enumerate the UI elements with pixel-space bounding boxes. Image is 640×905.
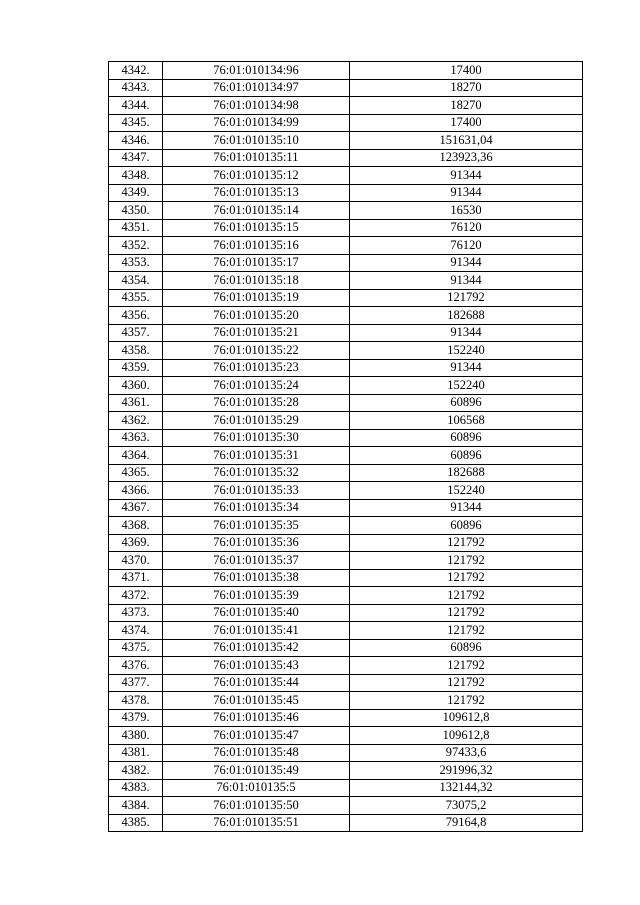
cadastral-number-cell: 76:01:010134:98 (163, 97, 350, 115)
value-cell: 121792 (350, 289, 583, 307)
cadastral-number-cell: 76:01:010135:29 (163, 412, 350, 430)
table-row (109, 149, 583, 167)
row-number-cell: 4372. (109, 587, 163, 605)
value-cell: 152240 (350, 342, 583, 360)
value-cell: 109612,8 (350, 709, 583, 727)
value-cell: 121792 (350, 587, 583, 605)
table-row (109, 727, 583, 745)
table-row (109, 412, 583, 430)
table-row (109, 674, 583, 692)
cadastral-number-cell: 76:01:010135:36 (163, 534, 350, 552)
table-row (109, 114, 583, 132)
cadastral-number-cell: 76:01:010135:37 (163, 552, 350, 570)
cadastral-number-cell: 76:01:010135:51 (163, 814, 350, 832)
value-cell: 60896 (350, 447, 583, 465)
cadastral-number-cell: 76:01:010135:38 (163, 569, 350, 587)
row-number-cell: 4352. (109, 237, 163, 255)
cadastral-number-cell: 76:01:010135:24 (163, 377, 350, 395)
cadastral-number-cell: 76:01:010135:32 (163, 464, 350, 482)
value-cell: 91344 (350, 272, 583, 290)
table-row (109, 464, 583, 482)
value-cell: 91344 (350, 184, 583, 202)
row-number-cell: 4363. (109, 429, 163, 447)
cadastral-number-cell: 76:01:010135:5 (163, 779, 350, 797)
cadastral-number-cell: 76:01:010135:33 (163, 482, 350, 500)
value-cell: 121792 (350, 569, 583, 587)
row-number-cell: 4353. (109, 254, 163, 272)
row-number-cell: 4361. (109, 394, 163, 412)
value-cell: 60896 (350, 394, 583, 412)
row-number-cell: 4346. (109, 132, 163, 150)
cadastral-number-cell: 76:01:010135:28 (163, 394, 350, 412)
cadastral-value-table (108, 61, 583, 832)
row-number-cell: 4356. (109, 307, 163, 325)
value-cell: 91344 (350, 324, 583, 342)
value-cell: 121792 (350, 692, 583, 710)
cadastral-number-cell: 76:01:010135:16 (163, 237, 350, 255)
table-row (109, 429, 583, 447)
table-row (109, 744, 583, 762)
cadastral-number-cell: 76:01:010135:47 (163, 727, 350, 745)
table-row (109, 604, 583, 622)
row-number-cell: 4360. (109, 377, 163, 395)
table-row (109, 394, 583, 412)
value-cell: 291996,32 (350, 762, 583, 780)
table-row (109, 639, 583, 657)
table-row (109, 622, 583, 640)
cadastral-number-cell: 76:01:010135:20 (163, 307, 350, 325)
table-row (109, 797, 583, 815)
value-cell: 132144,32 (350, 779, 583, 797)
value-cell: 151631,04 (350, 132, 583, 150)
cadastral-number-cell: 76:01:010134:97 (163, 79, 350, 97)
table-row (109, 377, 583, 395)
row-number-cell: 4358. (109, 342, 163, 360)
value-cell: 76120 (350, 219, 583, 237)
row-number-cell: 4374. (109, 622, 163, 640)
row-number-cell: 4355. (109, 289, 163, 307)
value-cell: 18270 (350, 97, 583, 115)
cadastral-number-cell: 76:01:010135:17 (163, 254, 350, 272)
row-number-cell: 4347. (109, 149, 163, 167)
row-number-cell: 4383. (109, 779, 163, 797)
table-row (109, 97, 583, 115)
cadastral-number-cell: 76:01:010135:23 (163, 359, 350, 377)
cadastral-number-cell: 76:01:010135:19 (163, 289, 350, 307)
table-row (109, 342, 583, 360)
row-number-cell: 4362. (109, 412, 163, 430)
row-number-cell: 4343. (109, 79, 163, 97)
row-number-cell: 4370. (109, 552, 163, 570)
value-cell: 182688 (350, 307, 583, 325)
table-row (109, 359, 583, 377)
value-cell: 152240 (350, 377, 583, 395)
table-row (109, 552, 583, 570)
cadastral-number-cell: 76:01:010135:50 (163, 797, 350, 815)
row-number-cell: 4376. (109, 657, 163, 675)
row-number-cell: 4344. (109, 97, 163, 115)
value-cell: 97433,6 (350, 744, 583, 762)
cadastral-number-cell: 76:01:010135:48 (163, 744, 350, 762)
row-number-cell: 4348. (109, 167, 163, 185)
cadastral-number-cell: 76:01:010135:39 (163, 587, 350, 605)
table-row (109, 254, 583, 272)
cadastral-number-cell: 76:01:010135:10 (163, 132, 350, 150)
table-row (109, 657, 583, 675)
value-cell: 121792 (350, 604, 583, 622)
value-cell: 121792 (350, 657, 583, 675)
value-cell: 18270 (350, 79, 583, 97)
cadastral-number-cell: 76:01:010135:41 (163, 622, 350, 640)
value-cell: 60896 (350, 639, 583, 657)
cadastral-number-cell: 76:01:010135:46 (163, 709, 350, 727)
table-row (109, 184, 583, 202)
cadastral-number-cell: 76:01:010135:34 (163, 499, 350, 517)
value-cell: 91344 (350, 254, 583, 272)
row-number-cell: 4366. (109, 482, 163, 500)
row-number-cell: 4382. (109, 762, 163, 780)
row-number-cell: 4377. (109, 674, 163, 692)
table-row (109, 307, 583, 325)
table-row (109, 324, 583, 342)
table-row (109, 289, 583, 307)
cadastral-number-cell: 76:01:010135:13 (163, 184, 350, 202)
table-row (109, 569, 583, 587)
table-row (109, 709, 583, 727)
row-number-cell: 4349. (109, 184, 163, 202)
row-number-cell: 4342. (109, 62, 163, 80)
cadastral-number-cell: 76:01:010135:22 (163, 342, 350, 360)
cadastral-number-cell: 76:01:010135:43 (163, 657, 350, 675)
value-cell: 121792 (350, 622, 583, 640)
cadastral-number-cell: 76:01:010135:45 (163, 692, 350, 710)
cadastral-number-cell: 76:01:010135:12 (163, 167, 350, 185)
cadastral-number-cell: 76:01:010135:44 (163, 674, 350, 692)
table-row (109, 272, 583, 290)
row-number-cell: 4365. (109, 464, 163, 482)
row-number-cell: 4354. (109, 272, 163, 290)
cadastral-number-cell: 76:01:010135:21 (163, 324, 350, 342)
value-cell: 152240 (350, 482, 583, 500)
value-cell: 60896 (350, 517, 583, 535)
table-row (109, 692, 583, 710)
table-row (109, 482, 583, 500)
value-cell: 16530 (350, 202, 583, 220)
table-row (109, 534, 583, 552)
cadastral-number-cell: 76:01:010135:18 (163, 272, 350, 290)
table-row (109, 79, 583, 97)
cadastral-number-cell: 76:01:010134:99 (163, 114, 350, 132)
row-number-cell: 4380. (109, 727, 163, 745)
table-row (109, 237, 583, 255)
row-number-cell: 4371. (109, 569, 163, 587)
table-row (109, 814, 583, 832)
value-cell: 60896 (350, 429, 583, 447)
row-number-cell: 4364. (109, 447, 163, 465)
value-cell: 106568 (350, 412, 583, 430)
value-cell: 17400 (350, 114, 583, 132)
value-cell: 91344 (350, 167, 583, 185)
table-row (109, 219, 583, 237)
row-number-cell: 4345. (109, 114, 163, 132)
cadastral-number-cell: 76:01:010135:14 (163, 202, 350, 220)
cadastral-number-cell: 76:01:010135:42 (163, 639, 350, 657)
cadastral-number-cell: 76:01:010135:31 (163, 447, 350, 465)
row-number-cell: 4368. (109, 517, 163, 535)
table-row (109, 62, 583, 80)
value-cell: 121792 (350, 552, 583, 570)
value-cell: 79164,8 (350, 814, 583, 832)
table-row (109, 132, 583, 150)
table-row (109, 167, 583, 185)
cadastral-number-cell: 76:01:010135:15 (163, 219, 350, 237)
value-cell: 121792 (350, 534, 583, 552)
value-cell: 109612,8 (350, 727, 583, 745)
row-number-cell: 4369. (109, 534, 163, 552)
row-number-cell: 4379. (109, 709, 163, 727)
value-cell: 182688 (350, 464, 583, 482)
table-row (109, 762, 583, 780)
cadastral-number-cell: 76:01:010135:11 (163, 149, 350, 167)
table-row (109, 447, 583, 465)
row-number-cell: 4385. (109, 814, 163, 832)
row-number-cell: 4375. (109, 639, 163, 657)
row-number-cell: 4357. (109, 324, 163, 342)
row-number-cell: 4351. (109, 219, 163, 237)
cadastral-number-cell: 76:01:010135:30 (163, 429, 350, 447)
value-cell: 121792 (350, 674, 583, 692)
row-number-cell: 4373. (109, 604, 163, 622)
table-body (109, 62, 583, 832)
value-cell: 91344 (350, 359, 583, 377)
table-row (109, 499, 583, 517)
row-number-cell: 4381. (109, 744, 163, 762)
cadastral-number-cell: 76:01:010135:40 (163, 604, 350, 622)
row-number-cell: 4378. (109, 692, 163, 710)
value-cell: 76120 (350, 237, 583, 255)
cadastral-number-cell: 76:01:010135:35 (163, 517, 350, 535)
row-number-cell: 4359. (109, 359, 163, 377)
row-number-cell: 4367. (109, 499, 163, 517)
value-cell: 17400 (350, 62, 583, 80)
value-cell: 123923,36 (350, 149, 583, 167)
table-row (109, 587, 583, 605)
cadastral-number-cell: 76:01:010134:96 (163, 62, 350, 80)
table-row (109, 779, 583, 797)
row-number-cell: 4384. (109, 797, 163, 815)
cadastral-number-cell: 76:01:010135:49 (163, 762, 350, 780)
table-row (109, 202, 583, 220)
row-number-cell: 4350. (109, 202, 163, 220)
value-cell: 91344 (350, 499, 583, 517)
value-cell: 73075,2 (350, 797, 583, 815)
table-row (109, 517, 583, 535)
